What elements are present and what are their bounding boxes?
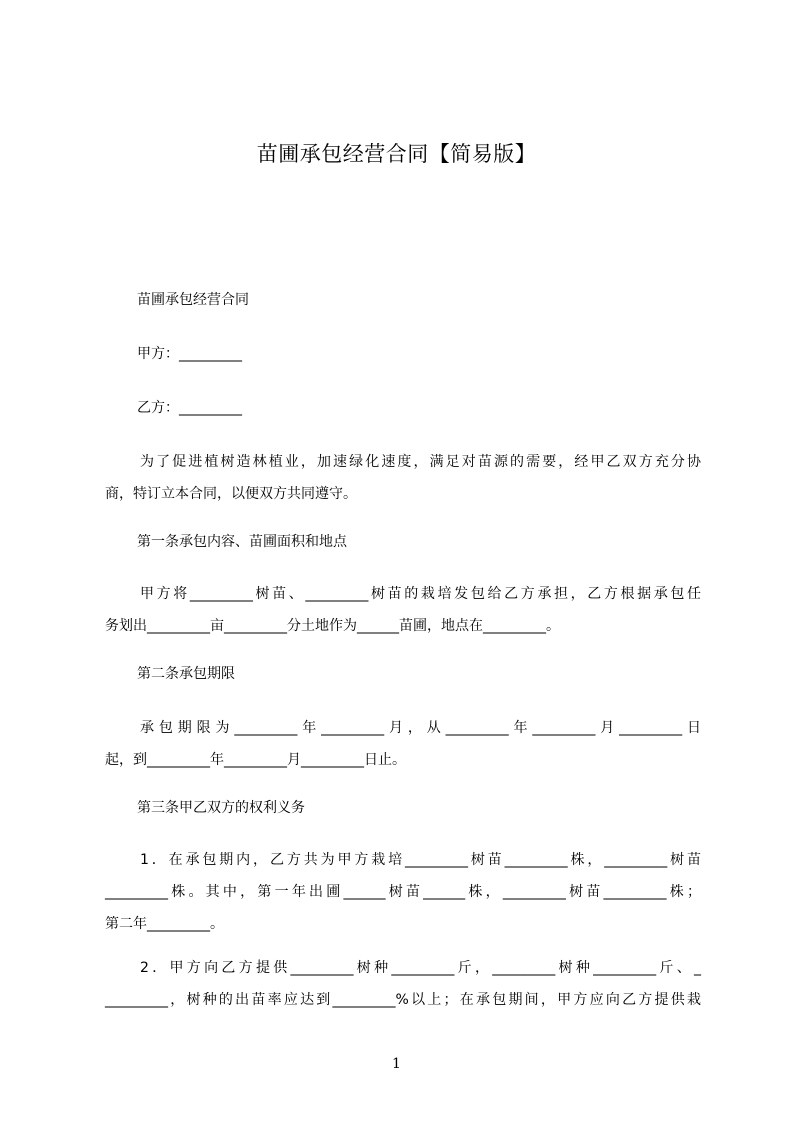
- article-3-heading: 第三条甲乙双方的权利义务: [137, 800, 305, 816]
- party-b-line: 乙方：_________: [137, 400, 242, 416]
- article-3-item-1: [105, 844, 701, 940]
- article-1-line-2: 务划出_________亩_________分土地作为______苗圃，地点在_________。: [105, 618, 560, 634]
- article-3-item-2: [105, 952, 701, 1016]
- page-number: 1: [392, 1056, 401, 1072]
- article-2-heading: 第二条承包期限: [137, 666, 235, 682]
- party-a-line: 甲方：_________: [137, 346, 242, 362]
- article-2-paragraph: [105, 712, 701, 776]
- item-1-line-3: 第二年_________。: [105, 916, 224, 932]
- item-1-line-2: _________株。其中，第一年出圃______树苗______株，_________树苗_________株；: [105, 884, 701, 900]
- article-1-line-1: 甲方将_________树苗、_________树苗的栽培发包给乙方承担，乙方根据承包任: [140, 586, 701, 602]
- preamble-line-1: 为了促进植树造林植业，加速绿化速度，满足对苗源的需要，经甲乙双方充分协: [140, 454, 701, 470]
- item-2-line-1: 2．甲方向乙方提供_________树种_________斤，_________树种_________斤、_: [140, 960, 701, 976]
- contract-heading: 苗圃承包经营合同: [137, 292, 249, 308]
- preamble-paragraph: [105, 446, 701, 510]
- document-title: 苗圃承包经营合同【简易版】: [256, 142, 537, 166]
- article-2-line-2: 起，到_________年_________月_________日止。: [105, 752, 406, 768]
- article-1-heading: 第一条承包内容、苗圃面积和地点: [137, 534, 347, 550]
- article-2-line-1: 承包期限为_________年_________月，从_________年_________月_________日: [140, 720, 701, 736]
- article-1-paragraph: [105, 578, 701, 642]
- item-1-line-1: 1．在承包期内，乙方共为甲方栽培_________树苗_________株，_________树苗: [140, 852, 701, 868]
- item-2-line-2: _________，树种的出苗率应达到_________%以上；在承包期间，甲方应向乙方提供栽: [105, 992, 701, 1008]
- preamble-line-2: 商，特订立本合同，以便双方共同遵守。: [105, 486, 357, 502]
